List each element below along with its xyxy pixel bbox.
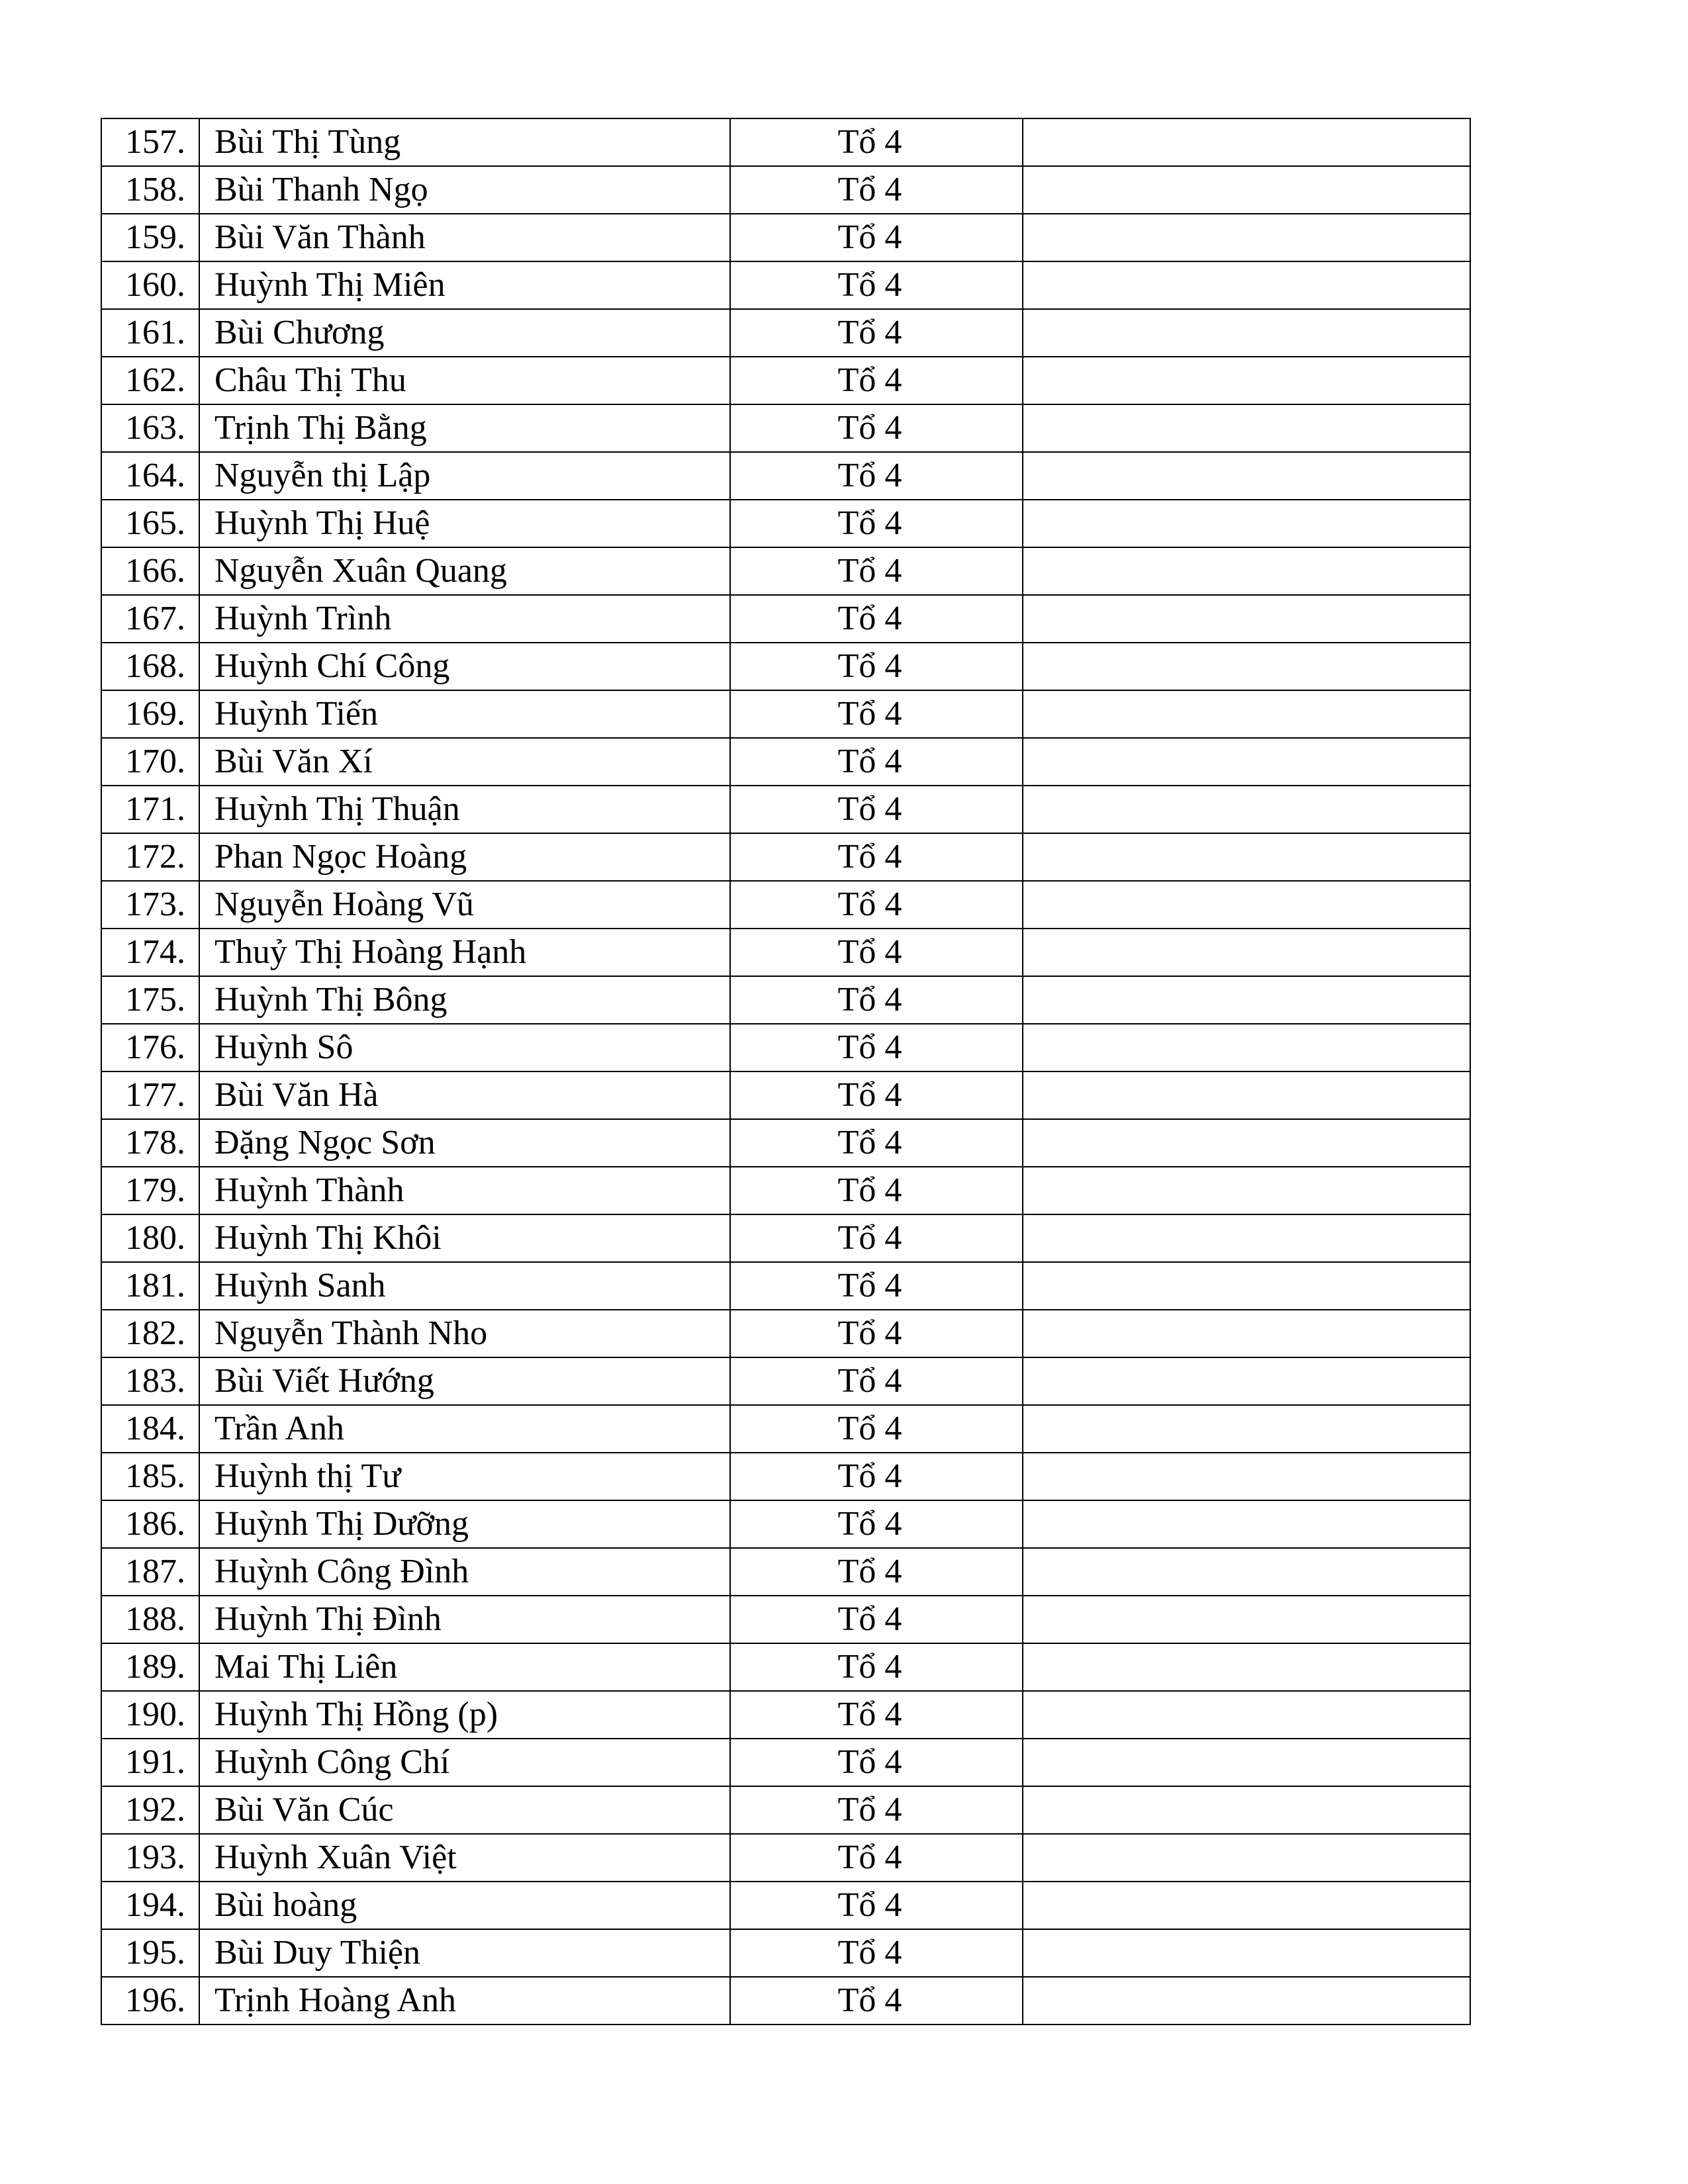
group-label: Tổ 4 <box>730 1310 1023 1357</box>
member-name: Bùi Thị Tùng <box>199 118 730 166</box>
row-number: 183. <box>101 1357 199 1405</box>
row-number: 182. <box>101 1310 199 1357</box>
group-label: Tổ 4 <box>730 1214 1023 1262</box>
row-number: 175. <box>101 976 199 1024</box>
group-label: Tổ 4 <box>730 1071 1023 1119</box>
group-label: Tổ 4 <box>730 1405 1023 1453</box>
note-cell <box>1023 1357 1470 1405</box>
table-row <box>101 976 1470 1024</box>
group-label: Tổ 4 <box>730 1119 1023 1167</box>
note-cell <box>1023 1405 1470 1453</box>
table-row <box>101 1262 1470 1310</box>
row-number: 162. <box>101 357 199 404</box>
group-label: Tổ 4 <box>730 881 1023 929</box>
member-name: Trịnh Thị Bằng <box>199 404 730 452</box>
note-cell <box>1023 1548 1470 1596</box>
group-label: Tổ 4 <box>730 118 1023 166</box>
group-label: Tổ 4 <box>730 595 1023 643</box>
member-name: Huỳnh Thị Hồng (p) <box>199 1691 730 1739</box>
group-label: Tổ 4 <box>730 1024 1023 1071</box>
member-list-table <box>101 118 1471 2025</box>
table-row <box>101 1786 1470 1834</box>
row-number: 187. <box>101 1548 199 1596</box>
row-number: 179. <box>101 1167 199 1214</box>
member-name: Bùi Viết Hướng <box>199 1357 730 1405</box>
group-label: Tổ 4 <box>730 309 1023 357</box>
row-number: 167. <box>101 595 199 643</box>
note-cell <box>1023 261 1470 309</box>
row-number: 161. <box>101 309 199 357</box>
member-name: Đặng Ngọc Sơn <box>199 1119 730 1167</box>
member-name: Bùi Văn Xí <box>199 738 730 786</box>
row-number: 194. <box>101 1882 199 1929</box>
group-label: Tổ 4 <box>730 1500 1023 1548</box>
table-row <box>101 1739 1470 1786</box>
table-row <box>101 786 1470 833</box>
group-label: Tổ 4 <box>730 1262 1023 1310</box>
group-label: Tổ 4 <box>730 643 1023 690</box>
member-name: Bùi Duy Thiện <box>199 1929 730 1977</box>
table-row <box>101 500 1470 547</box>
member-name: Bùi Thanh Ngọ <box>199 166 730 214</box>
note-cell <box>1023 1786 1470 1834</box>
row-number: 169. <box>101 690 199 738</box>
table-row <box>101 547 1470 595</box>
note-cell <box>1023 1453 1470 1500</box>
table-row <box>101 1882 1470 1929</box>
table-row <box>101 452 1470 500</box>
member-name: Châu Thị Thu <box>199 357 730 404</box>
row-number: 196. <box>101 1977 199 2025</box>
group-label: Tổ 4 <box>730 833 1023 881</box>
row-number: 191. <box>101 1739 199 1786</box>
group-label: Tổ 4 <box>730 166 1023 214</box>
member-name: Thuỷ Thị Hoàng Hạnh <box>199 929 730 976</box>
table-row <box>101 1643 1470 1691</box>
note-cell <box>1023 1310 1470 1357</box>
member-name: Mai Thị Liên <box>199 1643 730 1691</box>
note-cell <box>1023 786 1470 833</box>
row-number: 163. <box>101 404 199 452</box>
note-cell <box>1023 1500 1470 1548</box>
member-name: Huỳnh Trình <box>199 595 730 643</box>
table-row <box>101 1453 1470 1500</box>
row-number: 158. <box>101 166 199 214</box>
note-cell <box>1023 309 1470 357</box>
row-number: 170. <box>101 738 199 786</box>
table-row <box>101 1310 1470 1357</box>
note-cell <box>1023 690 1470 738</box>
group-label: Tổ 4 <box>730 452 1023 500</box>
member-name: Nguyễn Thành Nho <box>199 1310 730 1357</box>
member-name: Nguyễn Xuân Quang <box>199 547 730 595</box>
group-label: Tổ 4 <box>730 1739 1023 1786</box>
table-row <box>101 1548 1470 1596</box>
member-name: Huỳnh Chí Công <box>199 643 730 690</box>
group-label: Tổ 4 <box>730 929 1023 976</box>
member-name: Huỳnh Thị Dưỡng <box>199 1500 730 1548</box>
member-list-body <box>101 118 1470 2025</box>
table-row <box>101 643 1470 690</box>
group-label: Tổ 4 <box>730 1929 1023 1977</box>
row-number: 188. <box>101 1596 199 1643</box>
note-cell <box>1023 1739 1470 1786</box>
row-number: 159. <box>101 214 199 261</box>
note-cell <box>1023 929 1470 976</box>
row-number: 166. <box>101 547 199 595</box>
group-label: Tổ 4 <box>730 1834 1023 1882</box>
group-label: Tổ 4 <box>730 738 1023 786</box>
table-row <box>101 833 1470 881</box>
group-label: Tổ 4 <box>730 1691 1023 1739</box>
table-row <box>101 1119 1470 1167</box>
member-name: Huỳnh Thị Đình <box>199 1596 730 1643</box>
group-label: Tổ 4 <box>730 1882 1023 1929</box>
note-cell <box>1023 976 1470 1024</box>
row-number: 193. <box>101 1834 199 1882</box>
group-label: Tổ 4 <box>730 357 1023 404</box>
table-row <box>101 261 1470 309</box>
table-row <box>101 929 1470 976</box>
member-name: Huỳnh Công Đình <box>199 1548 730 1596</box>
table-row <box>101 1024 1470 1071</box>
group-label: Tổ 4 <box>730 1977 1023 2025</box>
group-label: Tổ 4 <box>730 1643 1023 1691</box>
note-cell <box>1023 1834 1470 1882</box>
member-name: Phan Ngọc Hoàng <box>199 833 730 881</box>
member-name: Huỳnh Xuân Việt <box>199 1834 730 1882</box>
member-name: Huỳnh Thị Miên <box>199 261 730 309</box>
note-cell <box>1023 500 1470 547</box>
table-row <box>101 1929 1470 1977</box>
note-cell <box>1023 357 1470 404</box>
note-cell <box>1023 881 1470 929</box>
row-number: 177. <box>101 1071 199 1119</box>
table-row <box>101 1834 1470 1882</box>
row-number: 192. <box>101 1786 199 1834</box>
row-number: 176. <box>101 1024 199 1071</box>
member-name: Bùi Văn Thành <box>199 214 730 261</box>
note-cell <box>1023 595 1470 643</box>
member-name: Bùi Văn Cúc <box>199 1786 730 1834</box>
table-row <box>101 357 1470 404</box>
table-row <box>101 881 1470 929</box>
group-label: Tổ 4 <box>730 786 1023 833</box>
note-cell <box>1023 1977 1470 2025</box>
group-label: Tổ 4 <box>730 1357 1023 1405</box>
table-row <box>101 1977 1470 2025</box>
note-cell <box>1023 1596 1470 1643</box>
member-name: Huỳnh Thành <box>199 1167 730 1214</box>
note-cell <box>1023 643 1470 690</box>
note-cell <box>1023 1119 1470 1167</box>
table-row <box>101 404 1470 452</box>
group-label: Tổ 4 <box>730 976 1023 1024</box>
row-number: 189. <box>101 1643 199 1691</box>
member-name: Huỳnh thị Tư <box>199 1453 730 1500</box>
group-label: Tổ 4 <box>730 1453 1023 1500</box>
note-cell <box>1023 404 1470 452</box>
note-cell <box>1023 1691 1470 1739</box>
group-label: Tổ 4 <box>730 1786 1023 1834</box>
group-label: Tổ 4 <box>730 404 1023 452</box>
row-number: 172. <box>101 833 199 881</box>
member-name: Trần Anh <box>199 1405 730 1453</box>
table-row <box>101 166 1470 214</box>
note-cell <box>1023 1929 1470 1977</box>
row-number: 181. <box>101 1262 199 1310</box>
member-name: Huỳnh Thị Bông <box>199 976 730 1024</box>
row-number: 165. <box>101 500 199 547</box>
group-label: Tổ 4 <box>730 1167 1023 1214</box>
member-name: Bùi hoàng <box>199 1882 730 1929</box>
row-number: 174. <box>101 929 199 976</box>
note-cell <box>1023 214 1470 261</box>
table-row <box>101 1691 1470 1739</box>
group-label: Tổ 4 <box>730 690 1023 738</box>
note-cell <box>1023 1071 1470 1119</box>
row-number: 184. <box>101 1405 199 1453</box>
row-number: 168. <box>101 643 199 690</box>
note-cell <box>1023 166 1470 214</box>
member-name: Huỳnh Tiến <box>199 690 730 738</box>
note-cell <box>1023 1167 1470 1214</box>
row-number: 171. <box>101 786 199 833</box>
table-row <box>101 738 1470 786</box>
table-row <box>101 1500 1470 1548</box>
member-name: Bùi Văn Hà <box>199 1071 730 1119</box>
row-number: 157. <box>101 118 199 166</box>
row-number: 195. <box>101 1929 199 1977</box>
row-number: 185. <box>101 1453 199 1500</box>
row-number: 173. <box>101 881 199 929</box>
note-cell <box>1023 1643 1470 1691</box>
group-label: Tổ 4 <box>730 547 1023 595</box>
table-row <box>101 1357 1470 1405</box>
row-number: 190. <box>101 1691 199 1739</box>
row-number: 186. <box>101 1500 199 1548</box>
table-row <box>101 309 1470 357</box>
member-name: Huỳnh Thị Khôi <box>199 1214 730 1262</box>
group-label: Tổ 4 <box>730 214 1023 261</box>
member-name: Huỳnh Công Chí <box>199 1739 730 1786</box>
table-row <box>101 690 1470 738</box>
member-name: Nguyễn Hoàng Vũ <box>199 881 730 929</box>
note-cell <box>1023 738 1470 786</box>
group-label: Tổ 4 <box>730 1548 1023 1596</box>
table-row <box>101 1214 1470 1262</box>
table-row <box>101 595 1470 643</box>
table-row <box>101 214 1470 261</box>
note-cell <box>1023 1214 1470 1262</box>
note-cell <box>1023 1262 1470 1310</box>
row-number: 178. <box>101 1119 199 1167</box>
note-cell <box>1023 833 1470 881</box>
table-row <box>101 1596 1470 1643</box>
member-name: Huỳnh Sanh <box>199 1262 730 1310</box>
table-row <box>101 1167 1470 1214</box>
group-label: Tổ 4 <box>730 261 1023 309</box>
note-cell <box>1023 1024 1470 1071</box>
table-row <box>101 1405 1470 1453</box>
member-name: Huỳnh Thị Thuận <box>199 786 730 833</box>
member-name: Huỳnh Thị Huệ <box>199 500 730 547</box>
note-cell <box>1023 1882 1470 1929</box>
member-name: Bùi Chương <box>199 309 730 357</box>
member-name: Nguyễn thị Lập <box>199 452 730 500</box>
member-name: Huỳnh Sô <box>199 1024 730 1071</box>
group-label: Tổ 4 <box>730 500 1023 547</box>
row-number: 160. <box>101 261 199 309</box>
note-cell <box>1023 452 1470 500</box>
row-number: 180. <box>101 1214 199 1262</box>
note-cell <box>1023 118 1470 166</box>
row-number: 164. <box>101 452 199 500</box>
table-row <box>101 118 1470 166</box>
table-row <box>101 1071 1470 1119</box>
group-label: Tổ 4 <box>730 1596 1023 1643</box>
note-cell <box>1023 547 1470 595</box>
member-name: Trịnh Hoàng Anh <box>199 1977 730 2025</box>
